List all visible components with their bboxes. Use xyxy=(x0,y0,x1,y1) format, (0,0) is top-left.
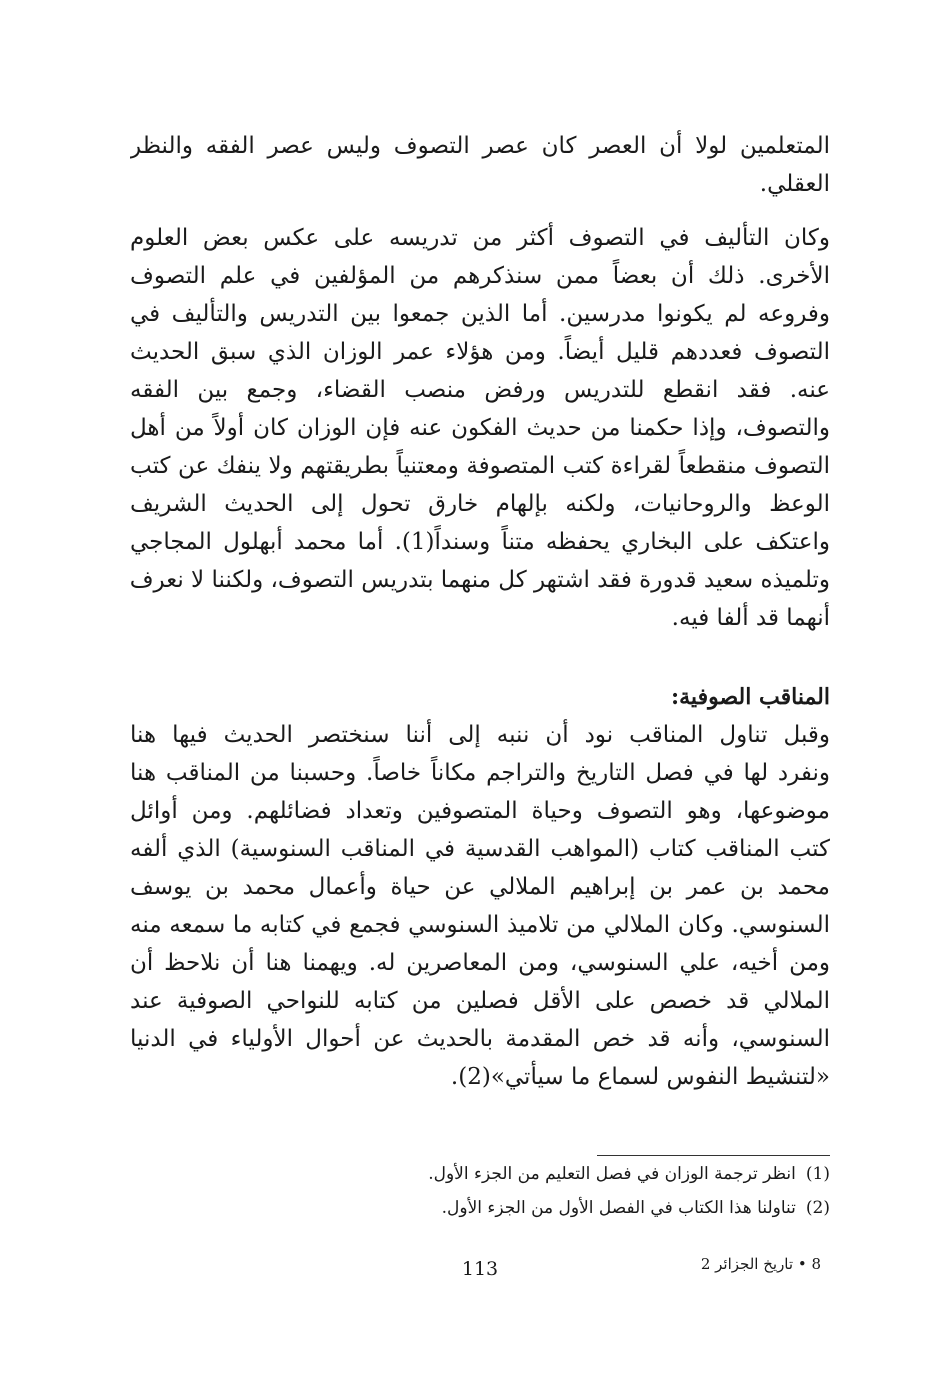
body-line: العقلي. xyxy=(759,171,830,197)
section-line: موضوعها، وهو التصوف وحياة المتصوفين وتعداد فضائلهم. ومن أوائل xyxy=(130,798,830,824)
body-line: التصوف فعددهم قليل أيضاً. ومن هؤلاء عمر الوزان الذي سبق الحديث xyxy=(130,339,830,365)
body-line: وتلميذه سعيد قدورة فقد اشتهر كل منهما بتدريس التصوف، ولكننا لا نعرف xyxy=(130,567,830,593)
section-line: الملالي قد خصص على الأقل فصلين من كتابه للنواحي الصوفية عند xyxy=(130,988,830,1014)
body-line: التصوف منقطعاً لقراءة كتب المتصوفة ومعتنياً بطريقتهم ولا ينفك عن كتب xyxy=(130,453,830,479)
section-line: كتب المناقب كتاب (المواهب القدسية في المناقب السنوسية) الذي ألفه xyxy=(130,836,830,862)
body-line: الوعظ والروحانيات، ولكنه بإلهام خارق تحول إلى الحديث الشريف xyxy=(130,491,830,517)
footnote-text: تناولنا هذا الكتاب في الفصل الأول من الجزء الأول. xyxy=(441,1198,796,1218)
page-number: 113 xyxy=(461,1258,499,1280)
footnote xyxy=(130,1194,830,1222)
section-line: السنوسي، وأنه قد خص المقدمة بالحديث عن أحوال الأولياء في الدنيا xyxy=(130,1026,830,1052)
body-line: وكان التأليف في التصوف أكثر من تدريسه على عكس بعض العلوم xyxy=(130,225,830,251)
body-line: والتصوف، وإذا حكمنا من حديث الفكون عنه فإن الوزان كان أولاً من أهل xyxy=(130,415,830,441)
section-line: ومن أخيه، علي السنوسي، ومن المعاصرين له. ويهمنا هنا أن نلاحظ أن xyxy=(130,950,830,976)
body-line: أنهما قد ألفا فيه. xyxy=(671,605,830,631)
footnote-divider xyxy=(597,1155,830,1156)
body-line: وفروعه لم يكونوا مدرسين. أما الذين جمعوا بين التدريس والتأليف في xyxy=(130,301,830,327)
section-heading: المناقب الصوفية: xyxy=(671,684,830,710)
footnote xyxy=(130,1160,830,1188)
section-line: السنوسي. وكان الملالي من تلاميذ السنوسي فجمع في كتابه ما سمعه منه xyxy=(130,912,830,938)
body-line: الأخرى. ذلك أن بعضاً ممن سنذكرهم من المؤلفين في علم التصوف xyxy=(130,263,830,289)
body-line: واعتكف على البخاري يحفظه متناً وسنداً(1). أما محمد أبهلول المجاجي xyxy=(130,529,830,555)
printer-signature: 8 • تاريخ الجزائر 2 xyxy=(700,1255,821,1273)
footnote-number: (1) xyxy=(805,1164,830,1184)
section-line: ونفرد لها في فصل التاريخ والتراجم مكاناً خاصاً. وحسبنا من المناقب هنا xyxy=(130,760,830,786)
footnote-text: انظر ترجمة الوزان في فصل التعليم من الجزء الأول. xyxy=(428,1164,796,1184)
section-line: محمد بن عمر بن إبراهيم الملالي عن حياة وأعمال محمد بن يوسف xyxy=(130,874,830,900)
body-line: عنه. فقد انقطع للتدريس ورفض منصب القضاء، وجمع بين الفقه xyxy=(130,377,830,403)
section-line: «لتنشيط النفوس لسماع ما سيأتي»(2). xyxy=(450,1064,830,1090)
body-line: المتعلمين لولا أن العصر كان عصر التصوف وليس عصر الفقه والنظر xyxy=(130,133,830,159)
footnote-number: (2) xyxy=(805,1198,830,1218)
section-line: وقبل تناول المناقب نود أن ننبه إلى أننا سنختصر الحديث فيها هنا xyxy=(130,722,830,748)
